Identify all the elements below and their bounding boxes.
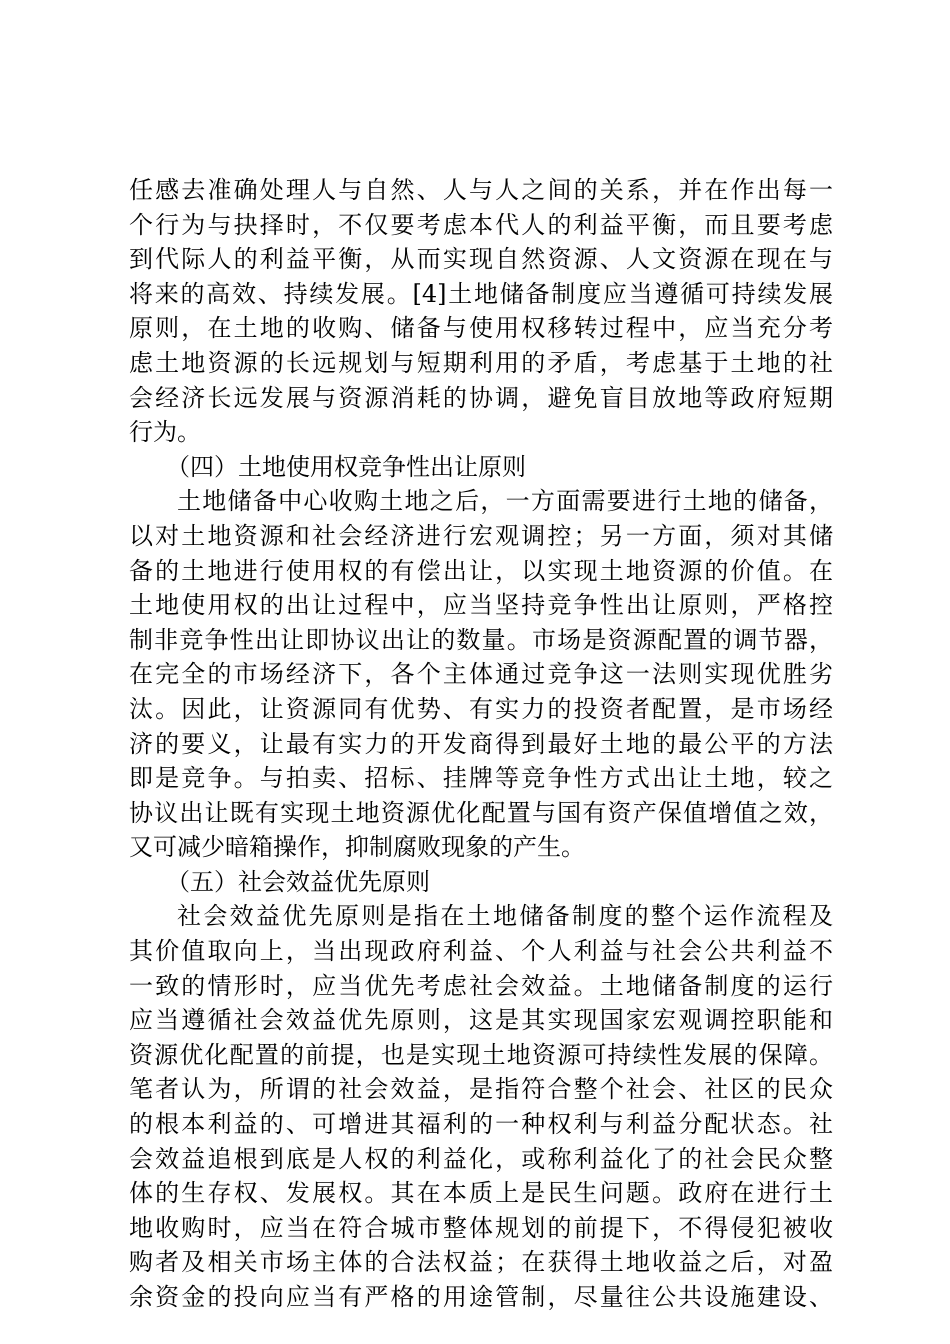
paragraph-3 [129,899,833,1314]
paragraph-2 [129,484,833,865]
text-line: 汰。因此，让资源同有优势、有实力的投资者配置，是市场经 [129,694,833,723]
text-line: 备的土地进行使用权的有偿出让，以实现土地资源的价值。在 [129,556,833,585]
text-line: 将来的高效、持续发展。[4]土地储备制度应当遵循可持续发展 [129,279,833,308]
text-line: 虑土地资源的长远规划与短期利用的矛盾，考虑基于土地的社 [129,348,833,377]
section-heading-5: （五）社会效益优先原则 [166,867,430,896]
text-line: 应当遵循社会效益优先原则，这是其实现国家宏观调控职能和 [129,1006,833,1035]
text-line: 其价值取向上，当出现政府利益、个人利益与社会公共利益不 [129,937,833,966]
text-line: 任感去准确处理人与自然、人与人之间的关系，并在作出每一 [129,176,833,204]
text-line: 的根本利益的、可增进其福利的一种权利与利益分配状态。社 [129,1110,833,1139]
text-line: 原则，在土地的收购、储备与使用权移转过程中，应当充分考 [129,314,833,343]
text-line: 即是竞争。与拍卖、招标、挂牌等竞争性方式出让土地，较之 [129,764,833,793]
text-line: 购者及相关市场主体的合法权益；在获得土地收益之后，对盈 [129,1248,833,1277]
text-line: 济的要义，让最有实力的开发商得到最好土地的最公平的方法 [129,729,833,758]
text-line: 笔者认为，所谓的社会效益，是指符合整个社会、社区的民众 [129,1075,833,1104]
text-line: 土地使用权的出让过程中，应当坚持竞争性出让原则，严格控 [129,591,833,620]
text-line: 会经济长远发展与资源消耗的协调，避免盲目放地等政府短期 [129,383,833,412]
text-line: 地收购时，应当在符合城市整体规划的前提下，不得侵犯被收 [129,1213,833,1242]
text-line: 体的生存权、发展权。其在本质上是民生问题。政府在进行土 [129,1179,833,1208]
text-line: 行为。 [129,418,201,447]
text-line: 在完全的市场经济下，各个主体通过竞争这一法则实现优胜劣 [129,660,833,689]
text-line: 以对土地资源和社会经济进行宏观调控；另一方面，须对其储 [129,521,833,550]
text-line: 到代际人的利益平衡，从而实现自然资源、人文资源在现在与 [129,245,833,274]
text-line: 会效益追根到底是人权的利益化，或称利益化了的社会民众整 [129,1144,833,1173]
text-line: 一致的情形时，应当优先考虑社会效益。土地储备制度的运行 [129,971,833,1000]
paragraph-1 [129,173,833,450]
text-line: 资源优化配置的前提，也是实现土地资源可持续性发展的保障。 [129,1040,833,1069]
text-line: 余资金的投向应当有严格的用途管制，尽量往公共设施建设、 [129,1283,833,1311]
section-heading-4: （四）土地使用权竞争性出让原则 [166,452,526,481]
text-line: 协议出让既有实现土地资源优化配置与国有资产保值增值之效， [129,798,833,827]
text-line: 土地储备中心收购土地之后，一方面需要进行土地的储备， [177,487,833,516]
document-page [129,173,833,1315]
text-line: 个行为与抉择时，不仅要考虑本代人的利益平衡，而且要考虑 [129,210,833,239]
text-line: 社会效益优先原则是指在土地储备制度的整个运作流程及 [177,902,833,931]
text-line: 又可减少暗箱操作，抑制腐败现象的产生。 [129,833,585,862]
text-line: 制非竞争性出让即协议出让的数量。市场是资源配置的调节器， [129,625,833,654]
